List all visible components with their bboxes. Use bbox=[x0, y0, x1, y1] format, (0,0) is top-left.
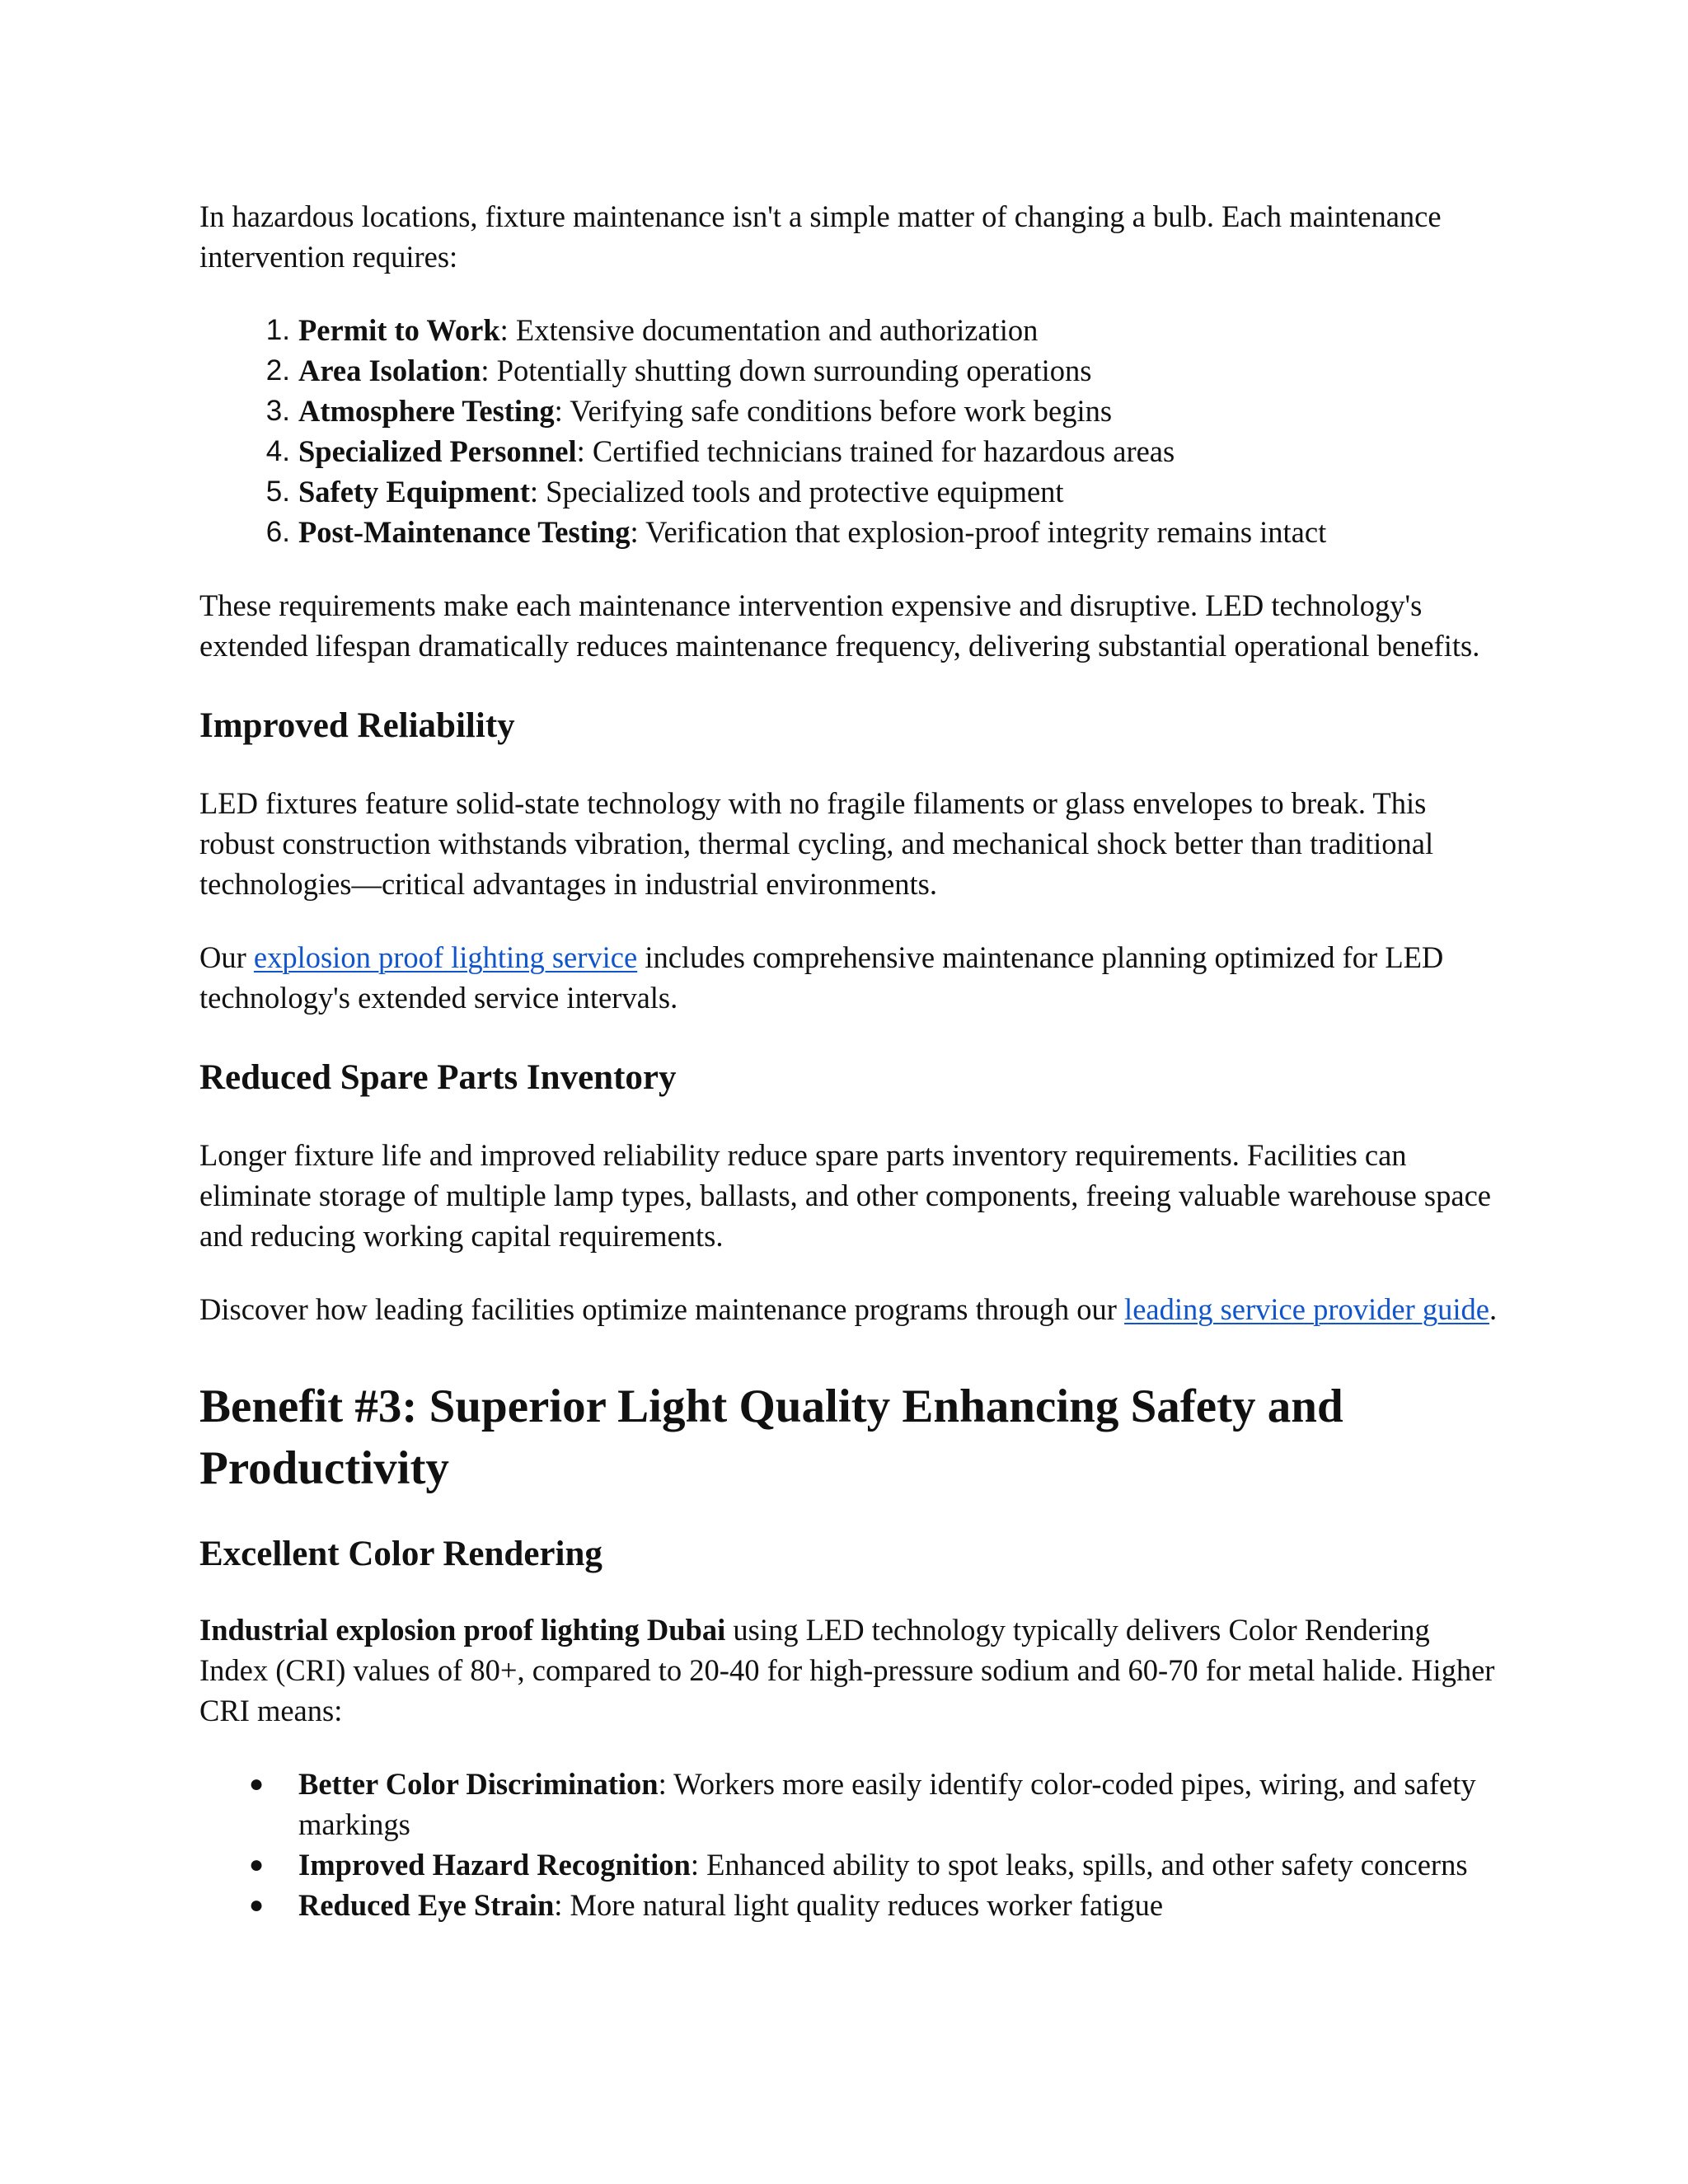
document-page bbox=[199, 196, 1502, 1925]
list-desc: : Workers more easily identify color-coded pipes, wiring, and safety markings bbox=[298, 1767, 1476, 1841]
link-suffix: . bbox=[1489, 1292, 1498, 1326]
list-term: Improved Hazard Recognition bbox=[298, 1848, 691, 1882]
spare-parts-link-paragraph bbox=[199, 1289, 1502, 1329]
list-item bbox=[199, 471, 1502, 512]
reliability-paragraph: LED fixtures feature solid-state technology with no fragile filaments or glass envelopes to break. This robust construction withstands vibration, thermal cycling, and mechanical shock better than traditional technologies—critical advantages in industrial environments. bbox=[199, 786, 1434, 901]
list-item bbox=[199, 391, 1502, 431]
list-term: Better Color Discrimination bbox=[298, 1767, 659, 1801]
list-item bbox=[199, 431, 1502, 471]
list-item bbox=[199, 1764, 1502, 1844]
list-term: Reduced Eye Strain bbox=[298, 1888, 555, 1922]
list-item bbox=[199, 512, 1502, 552]
list-item bbox=[199, 350, 1502, 391]
section-heading-reliability: Improved Reliability bbox=[199, 706, 515, 745]
list-term: Specialized Personnel bbox=[298, 434, 577, 468]
intro-paragraph: In hazardous locations, fixture maintenance isn't a simple matter of changing a bulb. Each maintenance intervention requires: bbox=[199, 199, 1442, 274]
list-desc: : Potentially shutting down surrounding operations bbox=[481, 354, 1092, 387]
list-term: Area Isolation bbox=[298, 354, 481, 387]
list-desc: : Verification that explosion-proof integrity remains intact bbox=[630, 515, 1327, 549]
leading-service-provider-guide-link[interactable]: leading service provider guide bbox=[1124, 1292, 1489, 1326]
list-term: Post-Maintenance Testing bbox=[298, 515, 631, 549]
list-item bbox=[199, 310, 1502, 350]
list-desc: : Verifying safe conditions before work begins bbox=[554, 394, 1113, 428]
list-number: 4. bbox=[265, 435, 290, 467]
paragraph-rest: using LED technology typically delivers Color Rendering Index (CRI) values of 80+, compared to 20-40 for high-pressure sodium and 60-70 for metal halide. Higher CRI means: bbox=[199, 1613, 1495, 1727]
requirements-list bbox=[199, 310, 1502, 552]
reliability-link-paragraph bbox=[199, 937, 1502, 1018]
color-rendering-paragraph bbox=[199, 1610, 1502, 1731]
list-number: 6. bbox=[265, 516, 290, 548]
benefit-3-heading: Benefit #3: Superior Light Quality Enhancing Safety and Productivity bbox=[199, 1380, 1343, 1494]
list-desc: : More natural light quality reduces worker fatigue bbox=[554, 1888, 1164, 1922]
list-term: Permit to Work bbox=[298, 313, 500, 347]
list-term: Atmosphere Testing bbox=[298, 394, 555, 428]
list-number: 1. bbox=[265, 314, 290, 346]
section-heading-color-rendering: Excellent Color Rendering bbox=[199, 1535, 603, 1573]
list-item bbox=[199, 1885, 1502, 1925]
bullet-icon: ● bbox=[249, 1770, 265, 1797]
list-desc: : Specialized tools and protective equipment bbox=[529, 475, 1064, 509]
list-item bbox=[199, 1844, 1502, 1885]
list-term: Safety Equipment bbox=[298, 475, 530, 509]
cri-benefits-list bbox=[199, 1764, 1502, 1925]
explosion-proof-lighting-service-link[interactable]: explosion proof lighting service bbox=[253, 940, 638, 974]
section-heading-spare-parts: Reduced Spare Parts Inventory bbox=[199, 1058, 677, 1097]
link-prefix: Discover how leading facilities optimize maintenance programs through our bbox=[199, 1292, 1125, 1326]
list-number: 3. bbox=[265, 395, 290, 427]
bullet-icon: ● bbox=[249, 1891, 265, 1919]
requirements-summary: These requirements make each maintenance intervention expensive and disruptive. LED technology's extended lifespan dramatically reduces maintenance frequency, delivering substantial operational benefits. bbox=[199, 588, 1480, 663]
link-prefix: Our bbox=[199, 940, 254, 974]
list-number: 2. bbox=[265, 354, 290, 387]
link-suffix: includes comprehensive maintenance planning optimized for LED technology's extended service intervals. bbox=[199, 940, 1444, 1015]
bold-lead: Industrial explosion proof lighting Dubai bbox=[199, 1613, 726, 1647]
list-number: 5. bbox=[265, 476, 290, 508]
list-desc: : Certified technicians trained for hazardous areas bbox=[576, 434, 1175, 468]
list-desc: : Extensive documentation and authorization bbox=[499, 313, 1039, 347]
bullet-icon: ● bbox=[249, 1851, 265, 1878]
spare-parts-paragraph: Longer fixture life and improved reliability reduce spare parts inventory requirements. Facilities can eliminate storage of multiple lamp types, ballasts, and other components, freeing valuable warehouse space and reducing working capital requirements. bbox=[199, 1138, 1491, 1253]
list-desc: : Enhanced ability to spot leaks, spills, and other safety concerns bbox=[690, 1848, 1468, 1882]
